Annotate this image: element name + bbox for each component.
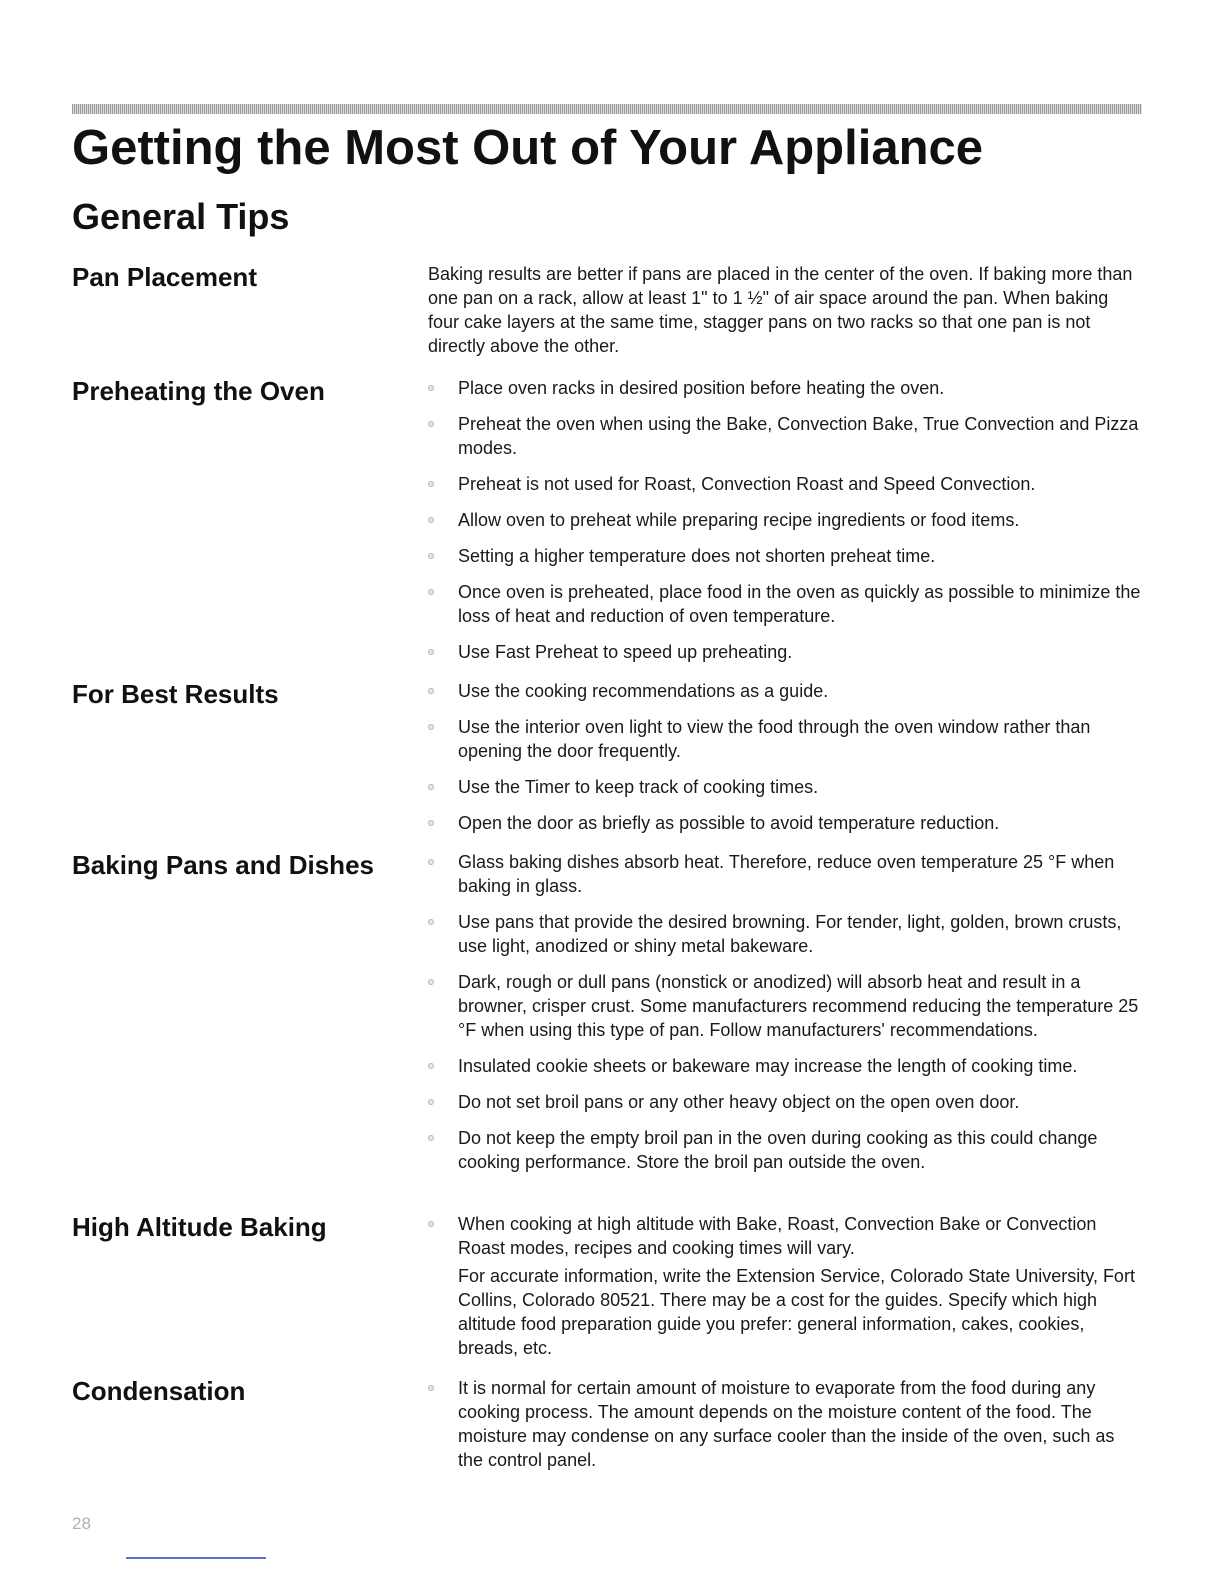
baking-pans-heading: Baking Pans and Dishes: [72, 850, 374, 880]
bottom-rule: [126, 1557, 266, 1559]
bullet-icon: [428, 517, 434, 523]
list-item: Once oven is preheated, place food in the oven as quickly as possible to minimize the loss of heat and reduction of oven temperature.: [428, 580, 1142, 628]
high-altitude-note: For accurate information, write the Extension Service, Colorado State University, Fort Collins, Colorado 80521. There may be a cost for the guides. Specify which high altitude food preparation guide you prefer: general information, cakes, cookies, breads, etc.: [458, 1266, 1135, 1358]
high-altitude-heading: High Altitude Baking: [72, 1212, 327, 1242]
list-item: Preheat the oven when using the Bake, Convection Bake, True Convection and Pizza modes.: [428, 412, 1142, 460]
list-item: Insulated cookie sheets or bakeware may increase the length of cooking time.: [428, 1054, 1142, 1078]
bullet-icon: [428, 979, 434, 985]
list-item: Preheat is not used for Roast, Convection Roast and Speed Convection.: [428, 472, 1142, 496]
bullet-icon: [428, 1221, 434, 1227]
baking-pans-body: [428, 850, 1142, 1186]
bullet-icon: [428, 919, 434, 925]
bullet-icon: [428, 784, 434, 790]
preheating-list: [428, 376, 1142, 664]
bullet-icon: [428, 1063, 434, 1069]
bullet-icon: [428, 481, 434, 487]
list-item: Setting a higher temperature does not shorten preheat time.: [428, 544, 1142, 568]
condensation-list: [428, 1376, 1142, 1472]
bullet-icon: [428, 859, 434, 865]
best-results-body: [428, 679, 1142, 847]
bullet-icon: [428, 688, 434, 694]
list-item: Allow oven to preheat while preparing recipe ingredients or food items.: [428, 508, 1142, 532]
pan-placement-body: [428, 262, 1142, 358]
best-results-heading: For Best Results: [72, 679, 279, 709]
bullet-icon: [428, 724, 434, 730]
bullet-icon: [428, 649, 434, 655]
condensation-heading: Condensation: [72, 1376, 246, 1406]
list-item: Do not keep the empty broil pan in the oven during cooking as this could change cooking performance. Store the broil pan outside the oven.: [428, 1126, 1142, 1174]
list-item: Use Fast Preheat to speed up preheating.: [428, 640, 1142, 664]
list-item: It is normal for certain amount of moisture to evaporate from the food during any cooking process. The amount depends on the moisture content of the food. The moisture may condense on any surface cooler than the inside of the oven, such as the control panel.: [428, 1376, 1142, 1472]
bullet-icon: [428, 1099, 434, 1105]
best-results-list: [428, 679, 1142, 835]
preheating-body: [428, 376, 1142, 676]
list-item: Use pans that provide the desired browning. For tender, light, golden, brown crusts, use light, anodized or shiny metal bakeware.: [428, 910, 1142, 958]
condensation-body: [428, 1376, 1142, 1484]
bullet-icon: [428, 589, 434, 595]
list-item: Glass baking dishes absorb heat. Therefore, reduce oven temperature 25 °F when baking in glass.: [428, 850, 1142, 898]
bullet-icon: [428, 1135, 434, 1141]
list-item: Dark, rough or dull pans (nonstick or anodized) will absorb heat and result in a browner, crisper crust. Some manufacturers recommend reducing the temperature 25 °F when using this type of pan. Follow manufacturers' recommendations.: [428, 970, 1142, 1042]
high-altitude-list: [428, 1212, 1142, 1360]
preheating-heading: Preheating the Oven: [72, 376, 325, 406]
baking-pans-list: [428, 850, 1142, 1174]
bullet-icon: [428, 385, 434, 391]
list-item: Use the interior oven light to view the food through the oven window rather than opening the door frequently.: [428, 715, 1142, 763]
top-rule: [72, 104, 1142, 114]
pan-placement-heading: Pan Placement: [72, 262, 257, 292]
list-item: Place oven racks in desired position before heating the oven.: [428, 376, 1142, 400]
pan-placement-text: Baking results are better if pans are placed in the center of the oven. If baking more than one pan on a rack, allow at least 1" to 1 ½" of air space around the pan. When baking four cake layers at the same time, stagger pans on two racks so that one pan is not directly above the other.: [428, 264, 1133, 356]
high-altitude-body: [428, 1212, 1142, 1360]
list-item: Use the cooking recommendations as a guide.: [428, 679, 1142, 703]
list-item: Use the Timer to keep track of cooking times.: [428, 775, 1142, 799]
bullet-icon: [428, 421, 434, 427]
section-title: General Tips: [72, 196, 290, 237]
page-number: 28: [72, 1514, 91, 1533]
list-item: Do not set broil pans or any other heavy object on the open oven door.: [428, 1090, 1142, 1114]
list-item: Open the door as briefly as possible to avoid temperature reduction.: [428, 811, 1142, 835]
bullet-icon: [428, 1385, 434, 1391]
list-item: When cooking at high altitude with Bake, Roast, Convection Bake or Convection Roast modes, recipes and cooking times will vary. For accurate information, write the Extension Service, Colorado State University, Fort Collins, Colorado 80521. There may be a cost for the guides. Specify which high altitude food preparation guide you prefer: general information, cakes, cookies, breads, etc.: [428, 1212, 1142, 1360]
bullet-icon: [428, 820, 434, 826]
page-title: Getting the Most Out of Your Appliance: [72, 121, 984, 175]
bullet-icon: [428, 553, 434, 559]
